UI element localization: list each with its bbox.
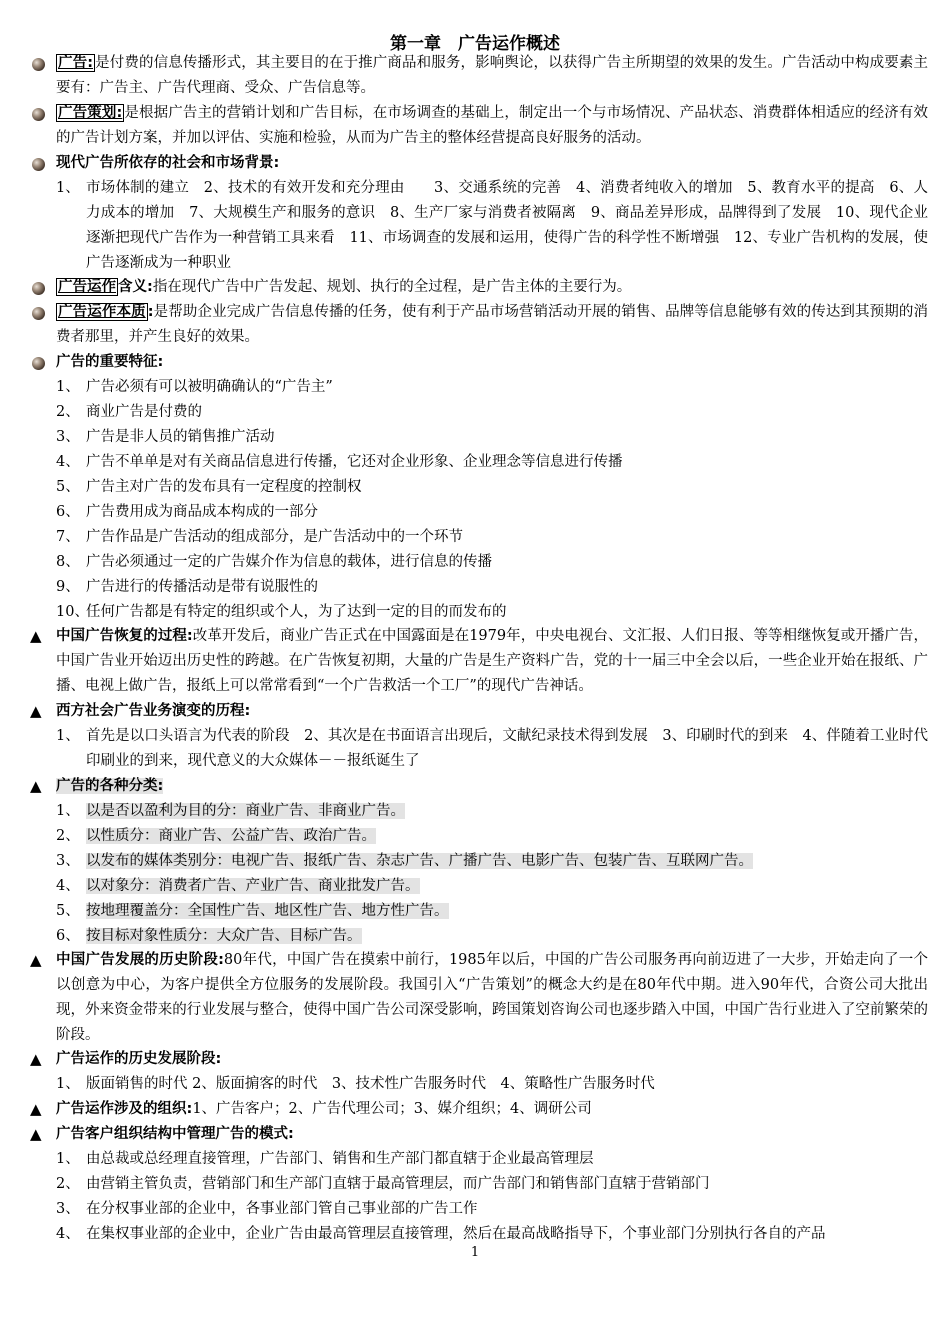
item-number: 1、 [56, 728, 80, 744]
item-text: 按地理覆盖分：全国性广告、地区性广告、地方性广告。 [86, 903, 449, 919]
item-text: 由总裁或总经理直接管理，广告部门、销售和生产部门都直辖于企业最高管理层 [86, 1151, 594, 1167]
section-heading: 广告的各种分类: [56, 778, 164, 794]
item-text: 广告费用成为商品成本构成的一部分 [86, 504, 318, 520]
item-number: 2、 [56, 828, 80, 844]
item-text: 以发布的媒体类别分：电视广告、报纸广告、杂志广告、广播广告、电影广告、包装广告、互联网广告。 [86, 853, 753, 869]
item-text: 在集权事业部的企业中，企业广告由最高管理层直接管理，然后在最高战略指导下，个事业部门分别执行各自的产品 [86, 1226, 826, 1242]
section-heading: 广告的重要特征: [56, 354, 164, 370]
item-text: 市场体制的建立 2、技术的有效开发和充分理由 3、交通系统的完善 4、消费者纯收入的增加 5、教育水平的提高 6、人力成本的增加 7、大规模生产和服务的意识 8、生产厂家与消费者被隔离 9、商品差异形成，品牌得到了发展 10、现代企业逐渐把现代广告作为一种营销工具来看 11、市场调查的发展和运用，使得广告的科学性不断增强 12、专业广告机构的发展，使广告逐渐成为一种职业 [86, 180, 928, 271]
section-heading: 广告运作涉及的组织: [56, 1101, 193, 1117]
item-number: 5、 [56, 903, 80, 919]
section-western-evolution [30, 699, 928, 774]
section-china-recovery [30, 624, 928, 699]
list-item [56, 924, 928, 949]
item-number: 6、 [56, 928, 80, 944]
item-text: 商业广告是付费的 [86, 404, 202, 420]
list-item [56, 525, 928, 550]
list-item [56, 724, 928, 774]
list-item [56, 575, 928, 600]
section-organizations [30, 1097, 928, 1122]
section-important-features [30, 350, 928, 625]
section-heading: 广告客户组织结构中管理广告的模式: [56, 1126, 294, 1142]
list-item [56, 1072, 928, 1097]
item-text: 广告是非人员的销售推广活动 [86, 429, 275, 445]
list-item [56, 899, 928, 924]
term-operation-essence: 广告运作本质 [58, 304, 146, 320]
item-text: 以对象分：消费者广告、产业广告、商业批发广告。 [86, 878, 420, 894]
list-item [56, 375, 928, 400]
list-item [56, 600, 928, 625]
section-advertising-operation-meaning [30, 275, 928, 300]
list-item [56, 1147, 928, 1172]
list-item [56, 400, 928, 425]
paragraph-text: 80年代，中国广告在摸索中前行，1985年以后，中国的广告公司服务再向前迈进了一大步，开始走向了一个以创意为中心，为客户提供全方位服务的发展阶段。我国引入“广告策划”的概念大约是在80年代中期。进入90年代，合资公司大批出现，外来资金带来的行业发展与整合，使得中国广告公司深受影响，跨国策划咨询公司也逐步踏入中国，中国广告行业进入了空前繁荣的阶段。 [56, 952, 928, 1043]
item-number: 4、 [56, 1226, 80, 1242]
item-text: 广告必须通过一定的广告媒介作为信息的载体，进行信息的传播 [86, 554, 492, 570]
item-number: 10、 [56, 604, 89, 620]
item-number: 6、 [56, 504, 80, 520]
paragraph-text: 改革开发后，商业广告正式在中国露面是在1979年，中央电视台、文汇报、人们日报、等等相继恢复或开播广告，中国广告业开始迈出历史性的跨越。在广告恢复初期，大量的广告是生产资料广告，党的十一届三中全会以后，一些企业开始在报纸、广播、电视上做广告，报纸上可以常常看到“一个广告救活一个工厂”的现代广告神话。 [56, 628, 928, 694]
item-text: 广告进行的传播活动是带有说服性的 [86, 579, 318, 595]
bullet-icon [30, 300, 52, 325]
item-number: 3、 [56, 429, 80, 445]
item-text: 广告不单单是对有关商品信息进行传播，它还对企业形象、企业理念等信息进行传播 [86, 454, 623, 470]
section-operation-history [30, 1047, 928, 1097]
triangle-icon: ▲ [30, 777, 42, 795]
list-item [56, 1172, 928, 1197]
item-number: 9、 [56, 579, 80, 595]
list-item [56, 1222, 928, 1247]
item-text: 由营销主管负责，营销部门和生产部门直辖于最高管理层，而广告部门和销售部门直辖于营销部门 [86, 1176, 710, 1192]
bullet-icon [30, 275, 52, 300]
term-suffix: 含义: [118, 279, 153, 295]
section-management-modes [30, 1122, 928, 1247]
section-china-history [30, 948, 928, 1048]
item-number: 4、 [56, 454, 80, 470]
item-number: 4、 [56, 878, 80, 894]
item-text: 广告主对广告的发布具有一定程度的控制权 [86, 479, 362, 495]
page-title: 第一章 广告运作概述 [390, 34, 560, 54]
list-item [56, 799, 928, 824]
bullet-icon [30, 51, 52, 76]
term-suffix: : [147, 304, 154, 320]
definition-text: 指在现代广告中广告发起、规划、执行的全过程，是广告主体的主要行为。 [152, 279, 632, 295]
bullet-icon [30, 101, 52, 126]
section-advertising-operation-essence [30, 300, 928, 350]
triangle-icon: ▲ [30, 1050, 42, 1068]
item-number: 7、 [56, 529, 80, 545]
list-item [56, 1197, 928, 1222]
list-item [56, 500, 928, 525]
triangle-icon: ▲ [30, 951, 42, 969]
item-number: 5、 [56, 479, 80, 495]
triangle-icon: ▲ [30, 1125, 42, 1143]
item-text: 任何广告都是有特定的组织或个人，为了达到一定的目的而发布的 [86, 604, 507, 620]
item-text: 以性质分：商业广告、公益广告、政治广告。 [86, 828, 376, 844]
triangle-icon: ▲ [30, 627, 42, 645]
item-text: 广告必须有可以被明确确认的“广告主” [86, 379, 333, 395]
list-item [56, 450, 928, 475]
triangle-icon: ▲ [30, 702, 42, 720]
definition-text: 是帮助企业完成广告信息传播的任务，使有利于产品市场营销活动开展的销售、品牌等信息能够有效的传达到其预期的消费者那里，并产生良好的效果。 [56, 304, 929, 345]
item-text: 首先是以口头语言为代表的阶段 2、其次是在书面语言出现后，文献纪录技术得到发展 3、印刷时代的到来 4、伴随着工业时代印刷业的到来，现代意义的大众媒体－－报纸诞生了 [86, 728, 928, 769]
triangle-icon: ▲ [30, 1100, 42, 1118]
bullet-icon [30, 151, 52, 176]
definition-text: 是根据广告主的营销计划和广告目标，在市场调查的基础上，制定出一个与市场情况、产品状态、消费群体相适应的经济有效的广告计划方案，并加以评估、实施和检验，从而为广告主的整体经营提高良好服务的活动。 [56, 105, 928, 146]
item-text: 以是否以盈利为目的分：商业广告、非商业广告。 [86, 803, 405, 819]
item-text: 版面销售的时代 2、版面掮客的时代 3、技术性广告服务时代 4、策略性广告服务时代 [86, 1076, 655, 1092]
list-item [56, 176, 928, 276]
section-advertising-definition [30, 51, 928, 101]
item-text: 按目标对象性质分：大众广告、目标广告。 [86, 928, 362, 944]
definition-text: 是付费的信息传播形式，其主要目的在于推广商品和服务，影响舆论，以获得广告主所期望的效果的发生。广告活动中构成要素主要有：广告主、广告代理商、受众、广告信息等。 [56, 55, 928, 96]
page-number: 1 [470, 1245, 480, 1260]
item-number: 1、 [56, 1076, 80, 1092]
list-item [56, 550, 928, 575]
list-item [56, 849, 928, 874]
section-heading: 中国广告发展的历史阶段: [56, 952, 224, 968]
list-item [56, 824, 928, 849]
item-number: 3、 [56, 1201, 80, 1217]
item-number: 3、 [56, 853, 80, 869]
list-item [56, 475, 928, 500]
section-heading: 现代广告所依存的社会和市场背景: [56, 155, 280, 171]
item-text: 在分权事业部的企业中，各事业部门管自己事业部的广告工作 [86, 1201, 478, 1217]
bullet-icon [30, 350, 52, 375]
section-advertising-planning [30, 101, 928, 151]
term-advertising-operation: 广告运作 [58, 279, 116, 295]
section-heading: 中国广告恢复的过程: [56, 628, 193, 644]
item-number: 1、 [56, 180, 80, 196]
term-advertising-planning: 广告策划: [58, 105, 123, 121]
section-heading: 广告运作的历史发展阶段: [56, 1051, 222, 1067]
term-advertising: 广告: [58, 55, 94, 71]
paragraph-text: 1、广告客户；2、广告代理公司；3、媒介组织；4、调研公司 [192, 1101, 592, 1117]
item-number: 1、 [56, 379, 80, 395]
item-number: 8、 [56, 554, 80, 570]
item-number: 1、 [56, 803, 80, 819]
section-classification [30, 774, 928, 949]
section-social-market-background [30, 151, 928, 276]
item-number: 2、 [56, 1176, 80, 1192]
item-number: 2、 [56, 404, 80, 420]
item-number: 1、 [56, 1151, 80, 1167]
list-item [56, 425, 928, 450]
item-text: 广告作品是广告活动的组成部分，是广告活动中的一个环节 [86, 529, 463, 545]
list-item [56, 874, 928, 899]
section-heading: 西方社会广告业务演变的历程: [56, 703, 251, 719]
